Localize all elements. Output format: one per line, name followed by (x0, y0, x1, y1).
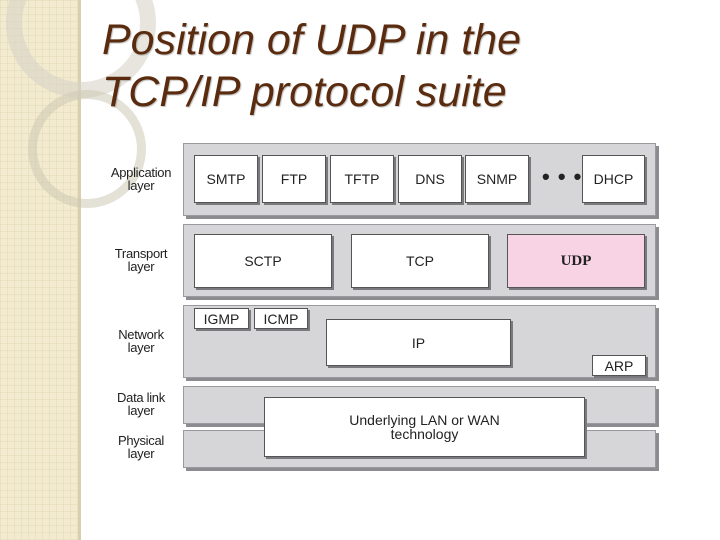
layer-label-application: Application layer (110, 165, 172, 193)
underlying-line2: technology (390, 426, 459, 442)
underlying-line1: Underlying LAN or WAN (349, 412, 500, 428)
slide-title-line2: TCP/IP protocol suite (102, 68, 507, 116)
protocol-box-sctp: SCTP (194, 234, 332, 288)
protocol-box-arp: ARP (592, 355, 646, 376)
layer-label-physical: Physical layer (117, 433, 164, 461)
layer-label-datalink: Data link layer (117, 390, 165, 418)
protocol-box: SMTP (194, 155, 258, 203)
protocol-box-udp: UDP (507, 234, 645, 288)
protocol-box: TFTP (330, 155, 394, 203)
protocol-box-ip: IP (326, 319, 511, 366)
protocol-box: FTP (262, 155, 326, 203)
layer-label-transport: Transport layer (114, 246, 168, 274)
slide-title-line1: Position of UDP in the (102, 16, 522, 64)
ellipsis-more-protocols: • • • (542, 164, 583, 189)
protocol-box-icmp: ICMP (254, 308, 308, 329)
protocol-box-igmp: IGMP (194, 308, 249, 329)
layer-label-network: Network layer (118, 327, 164, 355)
protocol-box-tcp: TCP (351, 234, 489, 288)
protocol-box: DNS (398, 155, 462, 203)
protocol-box: DHCP (582, 155, 645, 203)
protocol-box: SNMP (465, 155, 529, 203)
underlying-lan-wan-box (264, 397, 585, 457)
